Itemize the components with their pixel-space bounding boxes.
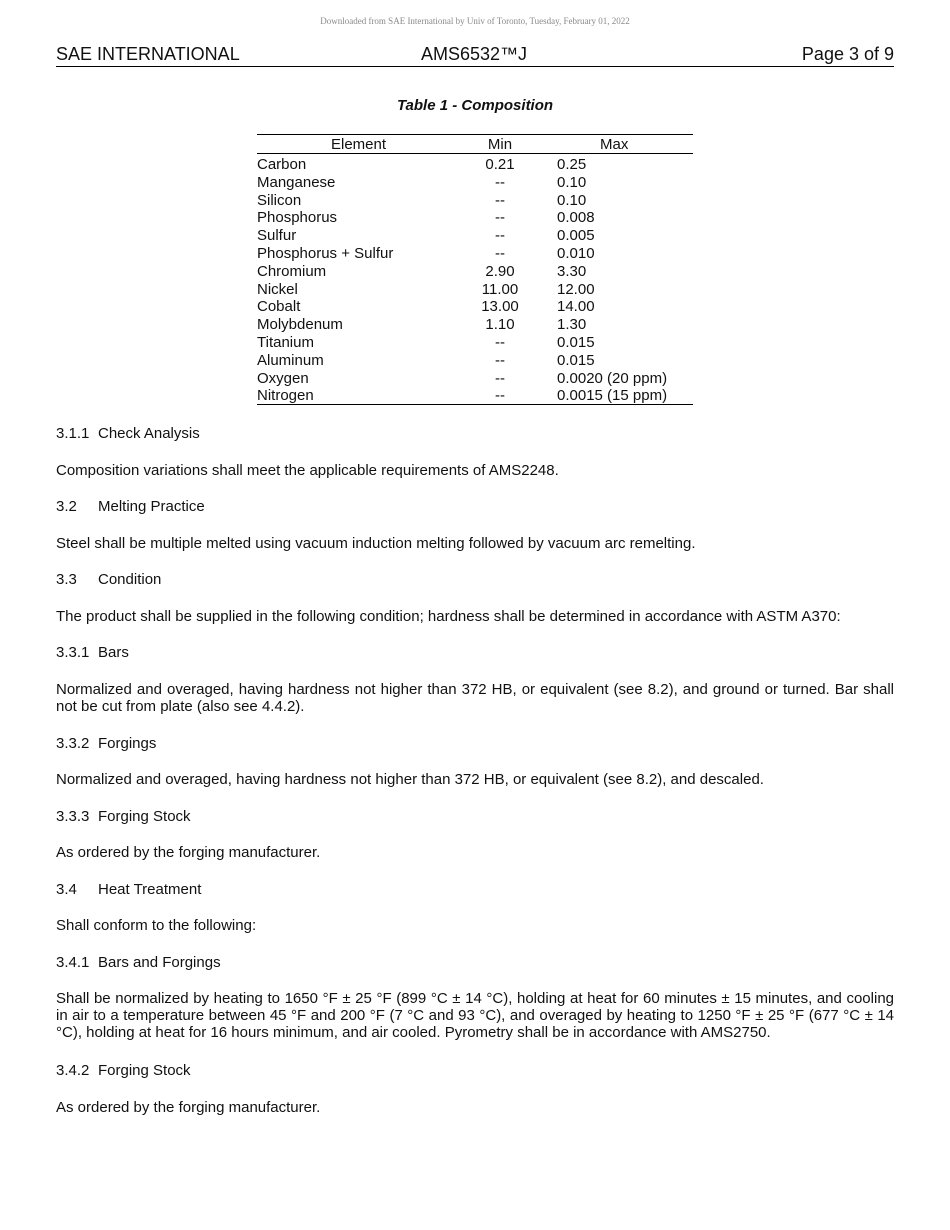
cell-element: Chromium	[257, 262, 327, 280]
cell-element: Oxygen	[257, 369, 309, 387]
header-page-number: Page 3 of 9	[801, 44, 894, 64]
section-3-3-1-heading	[56, 644, 894, 661]
cell-element: Nitrogen	[257, 387, 314, 405]
section-number: 3.1.1	[56, 425, 90, 442]
cell-max: 0.015	[557, 333, 595, 351]
section-3-1-1-text: Composition variations shall meet the applicable requirements of AMS2248.	[56, 462, 559, 479]
table-row	[257, 369, 693, 387]
cell-min: --	[495, 244, 505, 262]
table-row	[257, 155, 693, 173]
section-3-3-2-heading	[56, 735, 894, 752]
section-3-3-1-text: Normalized and overaged, having hardness not higher than 372 HB, or equivalent (see 8.2), and ground or turned. Bar shall not be cut from plate (also see 4.4.2).	[56, 681, 894, 715]
cell-max: 0.008	[557, 209, 595, 227]
cell-max: 0.0015 (15 ppm)	[557, 387, 668, 405]
section-number: 3.4.1	[56, 954, 90, 971]
section-number: 3.3.2	[56, 735, 90, 752]
section-3-3-text: The product shall be supplied in the following condition; hardness shall be determined in accordance with ASTM A370:	[56, 608, 841, 625]
section-title: Condition	[98, 571, 162, 588]
section-number: 3.2	[56, 498, 77, 515]
cell-max: 0.005	[557, 227, 595, 245]
cell-min: --	[495, 209, 505, 227]
table-row	[257, 333, 693, 351]
section-title: Forging Stock	[98, 1062, 191, 1079]
table-row	[257, 244, 693, 262]
cell-element: Sulfur	[257, 227, 297, 245]
cell-max: 3.30	[557, 262, 587, 280]
download-watermark: Downloaded from SAE International by Univ of Toronto, Tuesday, February 01, 2022	[320, 16, 630, 26]
table-row	[257, 351, 693, 369]
section-3-4-1-heading	[56, 954, 894, 971]
section-number: 3.4.2	[56, 1062, 90, 1079]
cell-max: 0.10	[557, 173, 587, 191]
cell-min: 13.00	[481, 298, 519, 316]
cell-min: --	[495, 369, 505, 387]
cell-max: 12.00	[557, 280, 595, 298]
section-3-4-heading	[56, 881, 894, 898]
cell-min: 2.90	[485, 262, 515, 280]
section-3-4-1-text: Shall be normalized by heating to 1650 °F ± 25 °F (899 °C ± 14 °C), holding at heat for 60 minutes ± 15 minutes, and cooling in air to a temperature between 45 °F and 200 °F (7 °C and 93 °C), and overaged by heating to 1250 °F ± 25 °F (677 °C ± 14 °C), holding at heat for 16 hours minimum, and air cooled. Pyrometry shall be in accordance with AMS2750.	[56, 990, 894, 1041]
section-3-1-1-heading	[56, 425, 894, 442]
section-title: Heat Treatment	[98, 881, 202, 898]
table-row	[257, 226, 693, 244]
cell-min: 11.00	[481, 280, 519, 298]
header-doc-number: AMS6532™J	[421, 44, 528, 64]
section-3-3-3-text: As ordered by the forging manufacturer.	[56, 844, 321, 861]
cell-min: --	[495, 333, 505, 351]
cell-element: Phosphorus + Sulfur	[257, 244, 394, 262]
cell-min: 0.21	[485, 156, 515, 173]
cell-element: Carbon	[257, 156, 307, 173]
page-header	[56, 44, 894, 67]
table-row	[257, 315, 693, 333]
cell-element: Aluminum	[257, 351, 324, 369]
section-3-4-2-text: As ordered by the forging manufacturer.	[56, 1099, 321, 1116]
cell-max: 1.30	[557, 316, 587, 334]
cell-element: Silicon	[257, 191, 302, 209]
cell-element: Cobalt	[257, 298, 301, 316]
cell-element: Nickel	[257, 280, 298, 298]
table-body	[257, 154, 693, 405]
cell-min: --	[495, 191, 505, 209]
section-3-2-heading	[56, 498, 894, 515]
cell-element: Manganese	[257, 173, 336, 191]
cell-max: 0.10	[557, 191, 587, 209]
table-header-row	[257, 134, 693, 154]
cell-min: --	[495, 351, 505, 369]
table-row	[257, 173, 693, 191]
section-title: Forging Stock	[98, 808, 191, 825]
cell-min: --	[495, 173, 505, 191]
table-row	[257, 191, 693, 209]
section-3-4-text: Shall conform to the following:	[56, 917, 257, 934]
section-number: 3.3.1	[56, 644, 90, 661]
section-title: Bars and Forgings	[98, 954, 221, 971]
section-title: Check Analysis	[98, 425, 200, 442]
section-number: 3.3	[56, 571, 77, 588]
column-header-min: Min	[487, 136, 513, 153]
section-number: 3.4	[56, 881, 77, 898]
section-number: 3.3.3	[56, 808, 90, 825]
section-title: Forgings	[98, 735, 157, 752]
header-org: SAE INTERNATIONAL	[56, 44, 240, 64]
table-row	[257, 386, 693, 404]
section-3-2-text: Steel shall be multiple melted using vacuum induction melting followed by vacuum arc remelting.	[56, 535, 696, 552]
table-row	[257, 280, 693, 298]
section-3-4-2-heading	[56, 1062, 894, 1079]
cell-element: Titanium	[257, 333, 314, 351]
cell-max: 0.010	[557, 244, 595, 262]
cell-min: --	[495, 227, 505, 245]
cell-max: 0.0020 (20 ppm)	[557, 369, 668, 387]
table-title: Table 1 - Composition	[396, 97, 554, 114]
cell-max: 0.25	[557, 156, 587, 173]
section-title: Melting Practice	[98, 498, 205, 515]
column-header-max: Max	[600, 136, 629, 153]
section-3-3-heading	[56, 571, 894, 588]
table-row	[257, 262, 693, 280]
section-title: Bars	[98, 644, 129, 661]
section-3-3-2-text: Normalized and overaged, having hardness not higher than 372 HB, or equivalent (see 8.2), and descaled.	[56, 771, 764, 788]
cell-min: --	[495, 387, 505, 405]
table-row	[257, 297, 693, 315]
section-3-3-3-heading	[56, 808, 894, 825]
cell-element: Phosphorus	[257, 209, 338, 227]
column-header-element: Element	[331, 136, 387, 153]
cell-element: Molybdenum	[257, 316, 343, 334]
table-row	[257, 208, 693, 226]
composition-table	[257, 134, 693, 405]
cell-min: 1.10	[485, 316, 515, 334]
cell-max: 14.00	[557, 298, 595, 316]
cell-max: 0.015	[557, 351, 595, 369]
